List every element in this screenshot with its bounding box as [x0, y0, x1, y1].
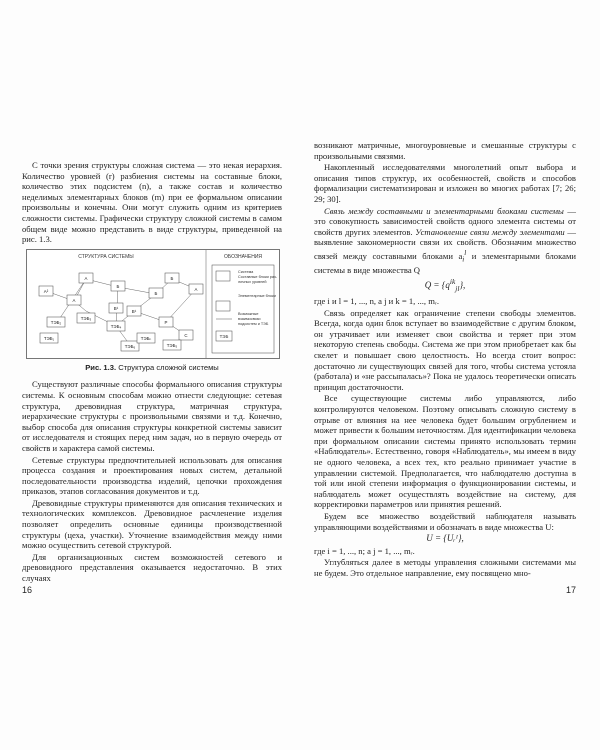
text: и элементарными блоками системы в виде множества Q [314, 250, 576, 276]
page-number-left: 16 [22, 585, 33, 595]
paragraph: Древовидные структуры применяются для описания технических и технологических комплексов. Древовидное расчленение изделия позволяет определить основные единицы производственной структуры (цеха, участки). Уточнение взаимодействия между ними можно осуществить сетевой структурой. [22, 497, 282, 551]
legend-system: Система [238, 269, 254, 274]
text: — это совокупность зависимостей свойств одного элемента системы от свойств других элементов. [314, 205, 576, 237]
block-label: Б [116, 283, 120, 289]
term-links: Связь между составными и элементарными блоками системы [324, 205, 564, 216]
paragraph: Для организационных систем возможностей сетевого и древовидного представления оказывается недостаточно. В этих случаях [22, 551, 282, 584]
block-label: Б [154, 290, 158, 296]
paragraph-links: Связь между составными и элементарными блоками системы — это совокупность зависимостей свойств одного элемента системы от свойств других элементов. Установление связи между элементами — выявление закономерности связи их свойств. Обозначим множество связей между составными блоками $a_i^l$ и элементарными блоками системы в виде множества Q [314, 205, 576, 276]
term-establish: Установление связи между элементами [415, 226, 565, 237]
block-label: Р [164, 319, 168, 325]
paragraph: Все существующие системы либо управляются, либо контролируются человеком. Поэтому описывать сложную систему в отрыве от влияния на нее человека будет большим огрублением и может привести к большим неточностям. Для идентификации человека при формальном описании системы принято использовать термин «Наблюдатель». Естественно, говоря «Наблюдатель», мы имеем в виду не одного человека, а всех тех, кто реально принимает участие в управлении системой. Предполагается, что наблюдателю доступна в той или иной степени информация о функционировании системы, и наблюдатель может осуществлять воздействие на систему, для корректировки параметров или принятия решений. [314, 393, 576, 510]
left-column [22, 160, 282, 585]
legend-system-sub2: личных уровней [238, 279, 267, 284]
formula-u: U = {Uᵣᴵ}, [426, 533, 464, 544]
legend-links-1: Возможные [238, 311, 259, 316]
paragraph: Связь определяет как ограничение степени свободы элементов. Всегда, когда один блок вступает во взаимодействие с другим блоком, он утрачивает или изменяет свои свойства и теряет при этом некоторую степень свободы. Система же при этом приобретает как бы скелет и повышает свою целостность. Но всегда стоит вопрос: достаточно ли существующих связей для того, чтобы система устояла (работала) и «не рассыпалась»? Пока не удалось теоретически описать принцип достаточности. [314, 307, 576, 392]
right-column [314, 140, 576, 580]
paragraph: где i = 1, ..., n; а j = 1, ..., mᵣ. [314, 545, 415, 556]
block-label: А [72, 297, 76, 303]
paragraph: Углубляться далее в методы управления сложными системами мы не будем. Это отдельное направление, ему посвящено мно- [314, 557, 576, 578]
legend-block-swatch [216, 301, 230, 311]
legend-links-3: подсистем и ТЭБ [238, 321, 269, 326]
paragraph: Накопленный исследователями многолетний опыт выбора и описания типов структур, их особенностей, свойств и способов формализации систематизирован и изложен во многих работах [7; 26; 29; 30]. [314, 162, 576, 204]
legend-teb: ТЭБ [219, 333, 229, 339]
block-label: ТЭБ₁ [43, 335, 55, 341]
paragraph: С точки зрения структуры сложная система — это некая иерархия. Количество уровней (r) разбиения системы на составные блоки, количество этих подсистем (n), а также состав и количество неделимых элементарных блоков (m) при ее формальном описании произвольны и конечны. Они могут служить одним из критериев сложности системы. Графически структуру сложной системы в самом общем виде можно представить в виде структуры, приведенной на рис. 1.3. [22, 160, 282, 245]
block-label: B¹ [131, 308, 137, 314]
block-label: С [184, 332, 188, 338]
block-label: ТЭБₙ [140, 335, 152, 341]
caption-text: Структура сложной системы [118, 362, 219, 372]
formula-q: $Q = \{q^{ik}_{jl}\}$, [424, 276, 466, 293]
figure-caption [22, 363, 282, 374]
paragraph: Будем все множество воздействий наблюдателя называть управляющими воздействиями и обозначать в виде множества U: [314, 510, 576, 532]
right-page [300, 0, 600, 750]
block-label: ТЭБ₄ [110, 323, 122, 329]
paragraph: Существуют различные способы формального описания структуры системы. К основным способам можно отнести следующие: сетевая структура, древовидная структура, матричная структура, иерархические структуры с произвольными связями и т.д. Конечно, выбор способа для описания структуры конкретной системы зависит от исследователя и стоящих перед ним задач, но в первую очередь от свойств и характера самой системы. [22, 379, 282, 453]
figure-1-3 [22, 249, 282, 359]
formula-tail: }, [459, 279, 466, 290]
legend-system-swatch [216, 271, 230, 281]
structure-diagram [26, 249, 280, 359]
formula-text: Q = {q [424, 279, 450, 290]
paragraph: возникают матричные, многоуровневые и смешанные структуры с произвольными связями. [314, 140, 576, 161]
legend-links-2: взаимосвязи [238, 316, 261, 321]
block-label: Б [170, 275, 174, 281]
text: — выявление закономерности связи их свойств. Обозначим множество связей между составными блоками a [314, 226, 576, 261]
fig-title-left: СТРУКТУРА СИСТЕМЫ [78, 253, 134, 260]
paragraph: где i и l = 1, ..., n, а j и k = 1, ..., mᵣ. [314, 296, 440, 307]
block-label: А [84, 275, 88, 281]
page-number-right: 17 [565, 585, 576, 595]
legend-elementary: Элементарные блоки [238, 293, 276, 298]
caption-number: Рис. 1.3. [85, 362, 117, 372]
block-label: ТЭБ₂ [50, 319, 62, 325]
block-label: B¹ [113, 305, 119, 311]
paragraph: Сетевые структуры предпочтительней использовать для описания процесса создания и проектирования новых систем, детальной последовательности производства изделий, цепочки прохождения приказов, этапов согласования документов и т.д. [22, 454, 282, 497]
fig-title-right: ОБОЗНАЧЕНИЯ [223, 253, 263, 260]
legend [212, 265, 278, 353]
legend-system-sub1: Составные блоки раз- [238, 274, 277, 279]
block-label: ТЭБ₅ [166, 342, 178, 348]
block-label: ТЭБ₃ [80, 315, 92, 321]
block-label: ТЭБ₆ [124, 343, 136, 349]
block-label: А [194, 286, 198, 292]
block-label: A² [43, 288, 49, 294]
